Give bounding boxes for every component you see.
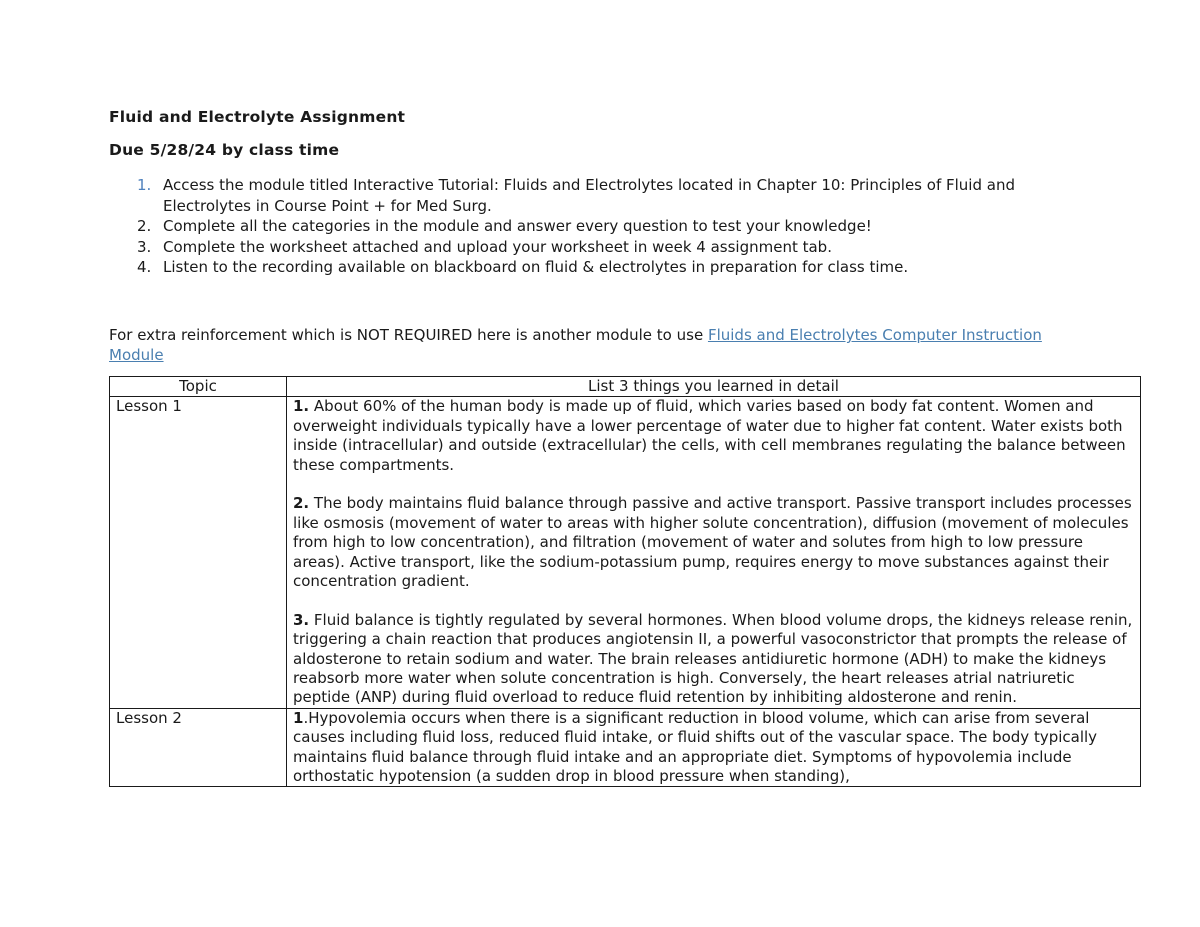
item-number: 1. xyxy=(293,397,310,416)
instruction-list xyxy=(109,175,1084,278)
due-date: Due 5/28/24 by class time xyxy=(109,141,340,159)
item-text: The body maintains fluid balance through passive and active transport. Passive transport includes processes like osmosis (movement of water to areas with higher solute concentration), diffusion (movement of molecules from high to low concentration), and filtration (movement of water and solutes from high to low pressure areas). Active transport, like the sodium-potassium pump, requires energy to move substances against their concentration gradient. xyxy=(293,494,1132,591)
document-title: Fluid and Electrolyte Assignment xyxy=(109,108,406,126)
table-row xyxy=(110,708,1141,786)
learned-item xyxy=(293,611,1134,708)
details-cell[interactable] xyxy=(287,708,1141,786)
list-item xyxy=(109,257,1084,278)
list-item xyxy=(109,216,1084,237)
learning-table xyxy=(109,376,1141,787)
table-row xyxy=(110,397,1141,708)
list-item xyxy=(109,237,1084,258)
learned-item xyxy=(293,494,1134,591)
learned-item xyxy=(293,709,1134,786)
item-text: .Hypovolemia occurs when there is a significant reduction in blood volume, which can arise from several causes including fluid loss, reduced fluid intake, or fluid shifts out of the vascular space. The body typically maintains fluid balance through fluid intake and an appropriate diet. Symptoms of hypovolemia include orthostatic hypotension (a sudden drop in blood pressure when standing), xyxy=(293,708,1098,786)
table-header-row xyxy=(110,377,1141,397)
item-text: Fluid balance is tightly regulated by several hormones. When blood volume drops, the kidneys release renin, triggering a chain reaction that produces angiotensin II, a powerful vasoconstrictor that prompts the release of aldosterone to retain sodium and water. The brain releases antidiuretic hormone (ADH) to make the kidneys reabsorb more water when solute concentration is high. Conversely, the heart releases atrial natriuretic peptide (ANP) during fluid overload to reduce fluid retention by inhibiting aldosterone and renin. xyxy=(293,610,1133,707)
list-item xyxy=(109,175,1084,216)
list-item-text: Complete all the categories in the module and answer every question to test your knowledge! xyxy=(163,217,872,235)
item-number: 3. xyxy=(293,610,310,629)
column-header-topic: Topic xyxy=(110,377,287,397)
list-item-text: Complete the worksheet attached and upload your worksheet in week 4 assignment tab. xyxy=(163,237,832,256)
learned-item xyxy=(293,397,1134,475)
extra-note-text: For extra reinforcement which is NOT REQUIRED here is another module to use xyxy=(109,326,708,344)
column-header-details: List 3 things you learned in detail xyxy=(287,377,1141,397)
list-item-text: Listen to the recording available on blackboard on fluid & electrolytes in preparation for class time. xyxy=(163,258,909,276)
list-number: 4. xyxy=(137,258,152,276)
list-item-text: Access the module titled Interactive Tutorial: Fluids and Electrolytes located in Chapter 10: Principles of Fluid and Electrolytes in Course Point + for Med Surg. xyxy=(163,176,1015,215)
item-number: 1 xyxy=(293,708,304,727)
item-text: About 60% of the human body is made up of fluid, which varies based on body fat content. Women and overweight individuals typically have a lower percentage of water due to higher fat content. Water exists both inside (intracellular) and outside (extracellular) the cells, with cell membranes regulating the balance between these compartments. xyxy=(293,397,1126,474)
module-link[interactable]: Fluids and Electrolytes Computer Instruction Module xyxy=(109,326,1042,364)
topic-cell[interactable]: Lesson 2 xyxy=(110,708,287,786)
details-cell[interactable] xyxy=(287,397,1141,708)
list-number: 2. xyxy=(137,217,152,235)
item-number: 2. xyxy=(293,494,310,513)
extra-reinforcement-note xyxy=(109,325,1069,365)
topic-cell[interactable]: Lesson 1 xyxy=(110,397,287,708)
list-number: 1. xyxy=(137,176,152,194)
list-number: 3. xyxy=(137,237,152,256)
